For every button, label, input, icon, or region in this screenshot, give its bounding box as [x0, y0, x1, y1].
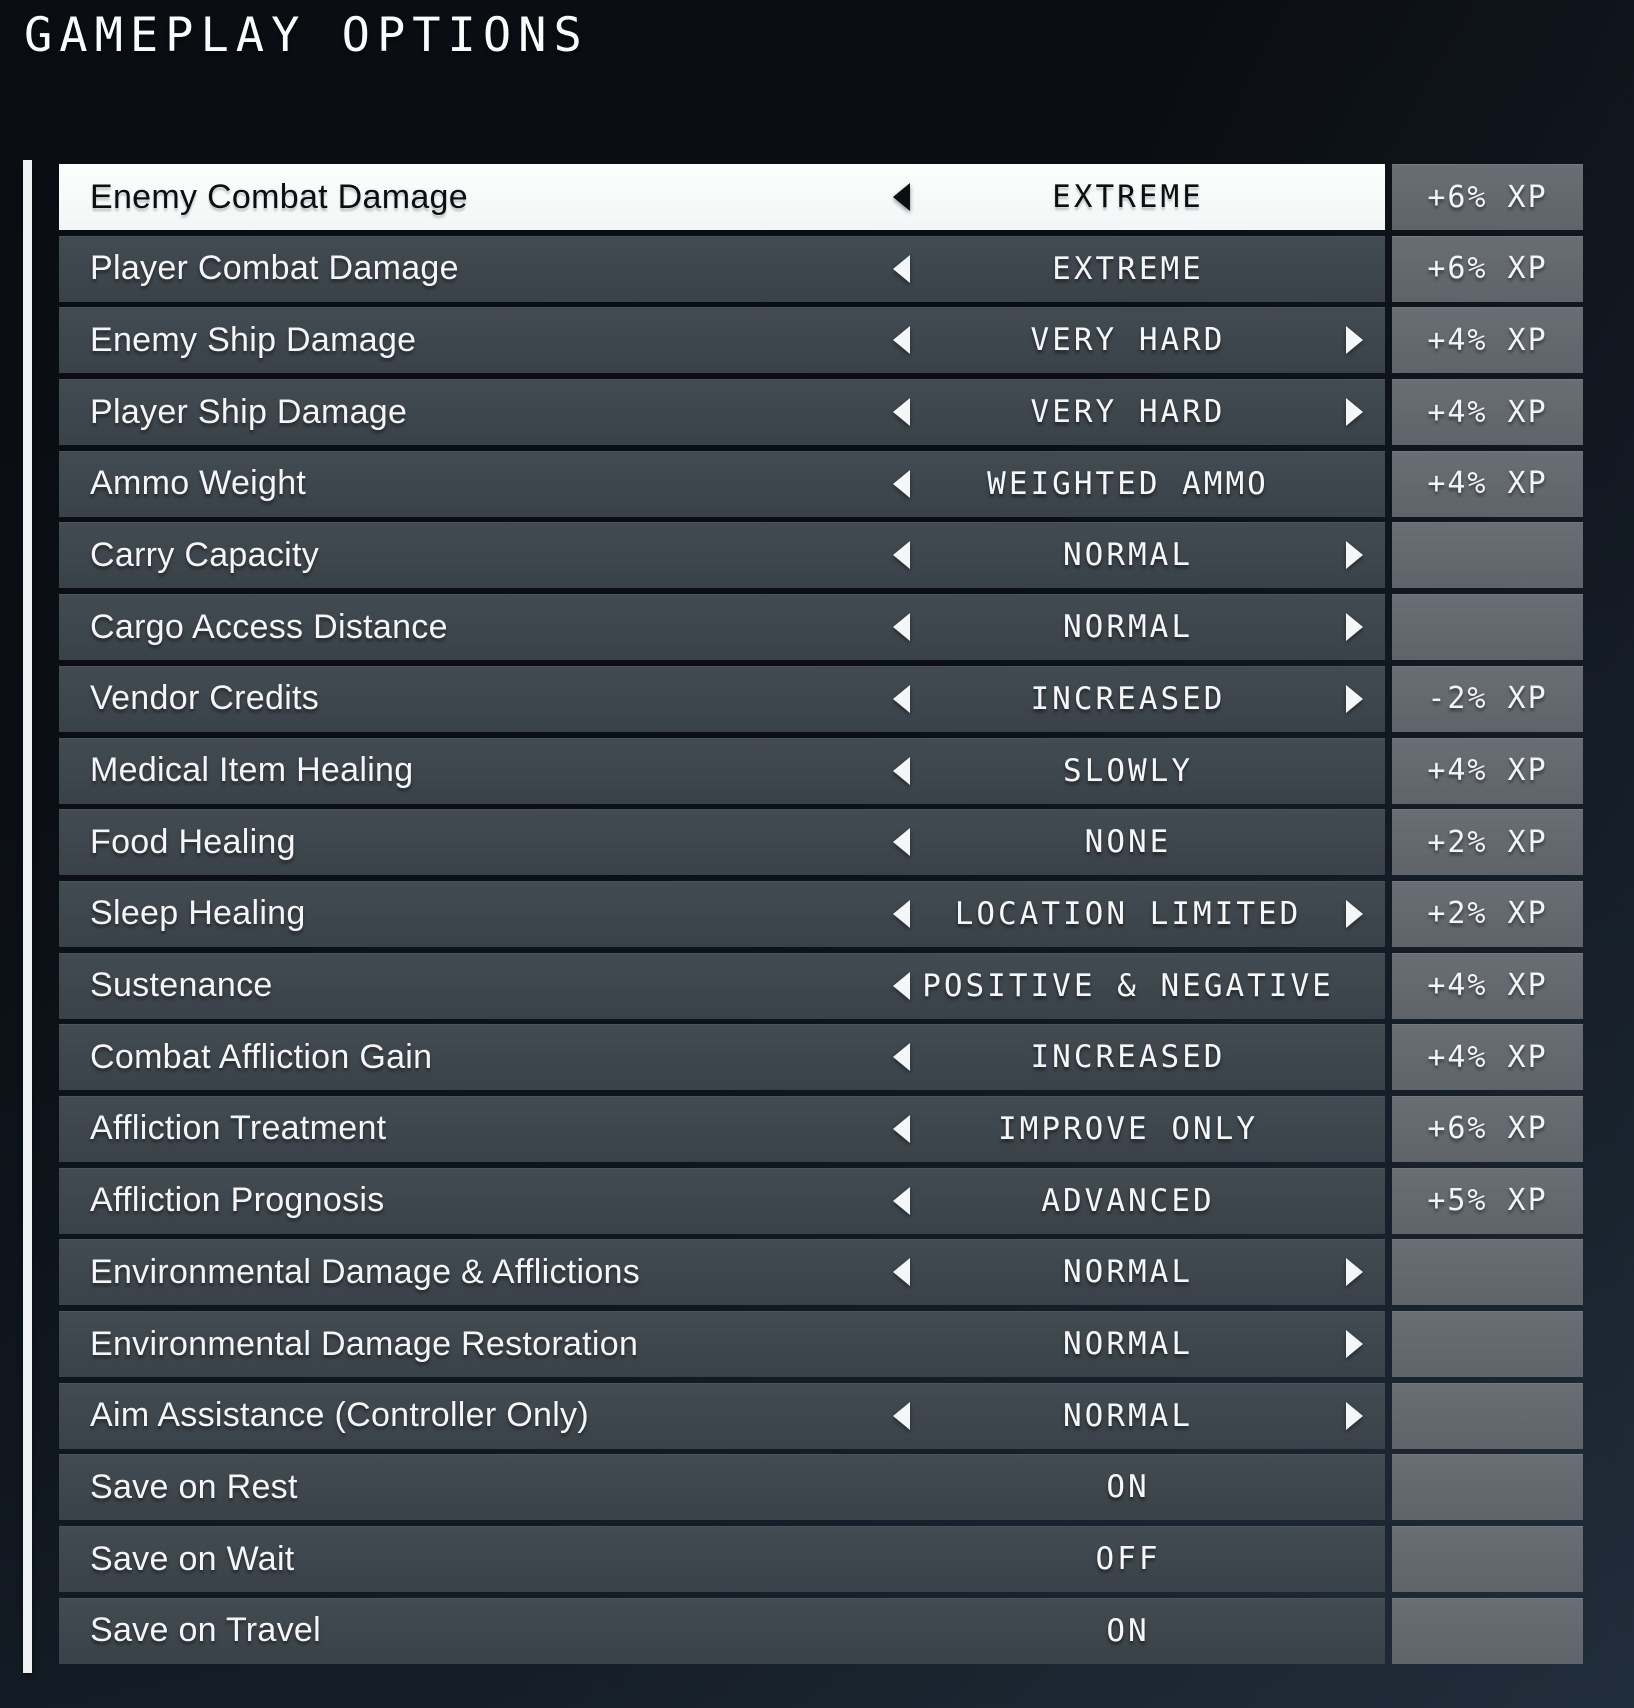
- option-value: INCREASED: [1030, 1039, 1226, 1076]
- option-label: Cargo Access Distance: [90, 607, 448, 646]
- option-label: Player Ship Damage: [90, 392, 408, 431]
- option-row: [59, 1454, 1583, 1520]
- option-value: OFF: [1095, 1541, 1161, 1578]
- option-label: Aim Assistance (Controller Only): [90, 1396, 589, 1435]
- option-row-main[interactable]: [59, 594, 1385, 660]
- value-stepper: [893, 609, 1363, 645]
- decrease-arrow-icon[interactable]: [893, 469, 923, 499]
- option-value: LOCATION LIMITED: [954, 895, 1302, 932]
- value-stepper: [893, 1111, 1363, 1147]
- decrease-arrow-icon[interactable]: [893, 1401, 923, 1431]
- xp-modifier-badge: [1392, 1383, 1583, 1449]
- option-row: [59, 881, 1583, 947]
- decrease-arrow-icon[interactable]: [893, 1042, 923, 1072]
- option-row-main[interactable]: [59, 451, 1385, 517]
- option-label: Food Healing: [90, 822, 296, 861]
- option-row-main[interactable]: [59, 379, 1385, 445]
- option-label: Affliction Treatment: [90, 1109, 387, 1148]
- value-stepper: [893, 968, 1363, 1004]
- option-row-main[interactable]: [59, 1168, 1385, 1234]
- xp-modifier-badge: +4% XP: [1392, 953, 1583, 1019]
- option-label: Ammo Weight: [90, 464, 307, 503]
- option-value: VERY HARD: [1030, 322, 1226, 359]
- option-row: [59, 953, 1583, 1019]
- value-stepper: [893, 824, 1363, 860]
- option-row: [59, 1383, 1583, 1449]
- page-title: GAMEPLAY OPTIONS: [24, 8, 589, 63]
- value-stepper: [893, 896, 1363, 932]
- option-value: ON: [1106, 1612, 1150, 1649]
- value-stepper: [893, 251, 1363, 287]
- option-row-main[interactable]: [59, 809, 1385, 875]
- xp-modifier-badge: +4% XP: [1392, 1024, 1583, 1090]
- value-stepper: [893, 1613, 1363, 1649]
- value-stepper: [893, 537, 1363, 573]
- option-value: INCREASED: [1030, 680, 1226, 717]
- option-label: Enemy Ship Damage: [90, 320, 417, 359]
- option-row-main[interactable]: [59, 881, 1385, 947]
- option-row-main[interactable]: [59, 164, 1385, 230]
- scrollbar-indicator[interactable]: [23, 160, 32, 1673]
- option-value: VERY HARD: [1030, 394, 1226, 431]
- decrease-arrow-icon[interactable]: [893, 182, 923, 212]
- xp-modifier-badge: [1392, 1239, 1583, 1305]
- increase-arrow-icon[interactable]: [1333, 684, 1363, 714]
- option-value: ADVANCED: [1041, 1182, 1215, 1219]
- option-row-main[interactable]: [59, 307, 1385, 373]
- decrease-arrow-icon[interactable]: [893, 612, 923, 642]
- option-row: [59, 236, 1583, 302]
- decrease-arrow-icon[interactable]: [893, 1257, 923, 1287]
- increase-arrow-icon[interactable]: [1333, 1401, 1363, 1431]
- option-value: EXTREME: [1052, 179, 1204, 215]
- value-stepper: [893, 1469, 1363, 1505]
- option-label: Save on Rest: [90, 1467, 298, 1506]
- option-row-main[interactable]: [59, 1526, 1385, 1592]
- option-label: Save on Wait: [90, 1539, 295, 1578]
- option-row: [59, 1024, 1583, 1090]
- value-stepper: [893, 1039, 1363, 1075]
- value-stepper: [893, 1398, 1363, 1434]
- option-value: WEIGHTED AMMO: [987, 465, 1269, 502]
- xp-modifier-badge: +4% XP: [1392, 738, 1583, 804]
- decrease-arrow-icon[interactable]: [893, 325, 923, 355]
- option-row: [59, 1311, 1583, 1377]
- decrease-arrow-icon[interactable]: [893, 540, 923, 570]
- option-row-main[interactable]: [59, 236, 1385, 302]
- option-value: NORMAL: [1063, 1326, 1193, 1362]
- option-value: NORMAL: [1063, 609, 1193, 646]
- xp-modifier-badge: +6% XP: [1392, 236, 1583, 302]
- value-stepper: [893, 681, 1363, 717]
- option-row: [59, 1239, 1583, 1305]
- value-stepper: [893, 394, 1363, 430]
- option-row-main[interactable]: [59, 1383, 1385, 1449]
- option-row-main[interactable]: [59, 522, 1385, 588]
- option-label: Enemy Combat Damage: [90, 177, 468, 216]
- value-stepper: [893, 1541, 1363, 1577]
- xp-modifier-badge: [1392, 1454, 1583, 1520]
- value-stepper: [893, 179, 1363, 215]
- option-row: [59, 738, 1583, 804]
- option-label: Environmental Damage & Afflictions: [90, 1252, 641, 1291]
- option-label: Sustenance: [90, 966, 273, 1005]
- option-row-main[interactable]: [59, 1239, 1385, 1305]
- option-value: NORMAL: [1063, 537, 1193, 574]
- xp-modifier-badge: +2% XP: [1392, 809, 1583, 875]
- option-row: [59, 451, 1583, 517]
- xp-modifier-badge: [1392, 1311, 1583, 1377]
- option-label: Affliction Prognosis: [90, 1181, 385, 1220]
- option-row: [59, 379, 1583, 445]
- option-row: [59, 1096, 1583, 1162]
- option-row-main[interactable]: [59, 1598, 1385, 1664]
- option-row: [59, 1526, 1583, 1592]
- value-stepper: [893, 466, 1363, 502]
- option-value: POSITIVE & NEGATIVE: [922, 967, 1334, 1004]
- decrease-arrow-icon[interactable]: [893, 254, 923, 284]
- increase-arrow-icon[interactable]: [1333, 612, 1363, 642]
- option-row: [59, 522, 1583, 588]
- decrease-arrow-icon[interactable]: [893, 1114, 923, 1144]
- option-label: Player Combat Damage: [90, 249, 459, 288]
- option-row-main[interactable]: [59, 953, 1385, 1019]
- xp-modifier-badge: +2% XP: [1392, 881, 1583, 947]
- xp-modifier-badge: -2% XP: [1392, 666, 1583, 732]
- value-stepper: [893, 322, 1363, 358]
- decrease-arrow-icon[interactable]: [893, 1186, 923, 1216]
- option-row: [59, 594, 1583, 660]
- decrease-arrow-icon[interactable]: [893, 684, 923, 714]
- option-row: [59, 1168, 1583, 1234]
- option-value: EXTREME: [1052, 250, 1204, 287]
- option-value: SLOWLY: [1063, 752, 1193, 789]
- option-value: NONE: [1084, 824, 1172, 861]
- option-value: ON: [1106, 1469, 1150, 1506]
- decrease-arrow-icon[interactable]: [893, 397, 923, 427]
- increase-arrow-icon[interactable]: [1333, 540, 1363, 570]
- option-row-main[interactable]: [59, 1454, 1385, 1520]
- option-value: NORMAL: [1063, 1254, 1193, 1291]
- option-row-main[interactable]: [59, 1311, 1385, 1377]
- option-row: [59, 164, 1583, 230]
- xp-modifier-badge: [1392, 522, 1583, 588]
- option-label: Carry Capacity: [90, 535, 320, 574]
- decrease-arrow-icon[interactable]: [893, 827, 923, 857]
- decrease-arrow-icon[interactable]: [893, 971, 922, 1001]
- value-stepper: [893, 1254, 1363, 1290]
- decrease-arrow-icon[interactable]: [893, 899, 923, 929]
- increase-arrow-icon[interactable]: [1333, 325, 1363, 355]
- decrease-arrow-icon[interactable]: [893, 756, 923, 786]
- option-row: [59, 809, 1583, 875]
- option-label: Save on Travel: [90, 1611, 321, 1650]
- increase-arrow-icon[interactable]: [1333, 1329, 1363, 1359]
- option-label: Environmental Damage Restoration: [90, 1324, 639, 1363]
- increase-arrow-icon[interactable]: [1333, 397, 1363, 427]
- xp-modifier-badge: +4% XP: [1392, 307, 1583, 373]
- option-label: Combat Affliction Gain: [90, 1037, 433, 1076]
- option-label: Sleep Healing: [90, 894, 306, 933]
- option-label: Vendor Credits: [90, 679, 320, 718]
- xp-modifier-badge: +6% XP: [1392, 1096, 1583, 1162]
- option-row: [59, 1598, 1583, 1664]
- option-value: IMPROVE ONLY: [998, 1110, 1258, 1147]
- xp-modifier-badge: +4% XP: [1392, 379, 1583, 445]
- option-row: [59, 666, 1583, 732]
- option-row-main[interactable]: [59, 1096, 1385, 1162]
- option-row: [59, 307, 1583, 373]
- xp-modifier-badge: [1392, 594, 1583, 660]
- gameplay-options-list: [59, 164, 1583, 1669]
- value-stepper: [893, 1183, 1363, 1219]
- xp-modifier-badge: +5% XP: [1392, 1168, 1583, 1234]
- increase-arrow-icon[interactable]: [1333, 899, 1363, 929]
- xp-modifier-badge: +6% XP: [1392, 164, 1583, 230]
- xp-modifier-badge: [1392, 1526, 1583, 1592]
- value-stepper: [893, 753, 1363, 789]
- increase-arrow-icon[interactable]: [1333, 1257, 1363, 1287]
- value-stepper: [893, 1326, 1363, 1362]
- option-row-main[interactable]: [59, 1024, 1385, 1090]
- option-row-main[interactable]: [59, 666, 1385, 732]
- xp-modifier-badge: +4% XP: [1392, 451, 1583, 517]
- option-label: Medical Item Healing: [90, 751, 414, 789]
- xp-modifier-badge: [1392, 1598, 1583, 1664]
- option-value: NORMAL: [1063, 1397, 1193, 1434]
- option-row-main[interactable]: [59, 738, 1385, 804]
